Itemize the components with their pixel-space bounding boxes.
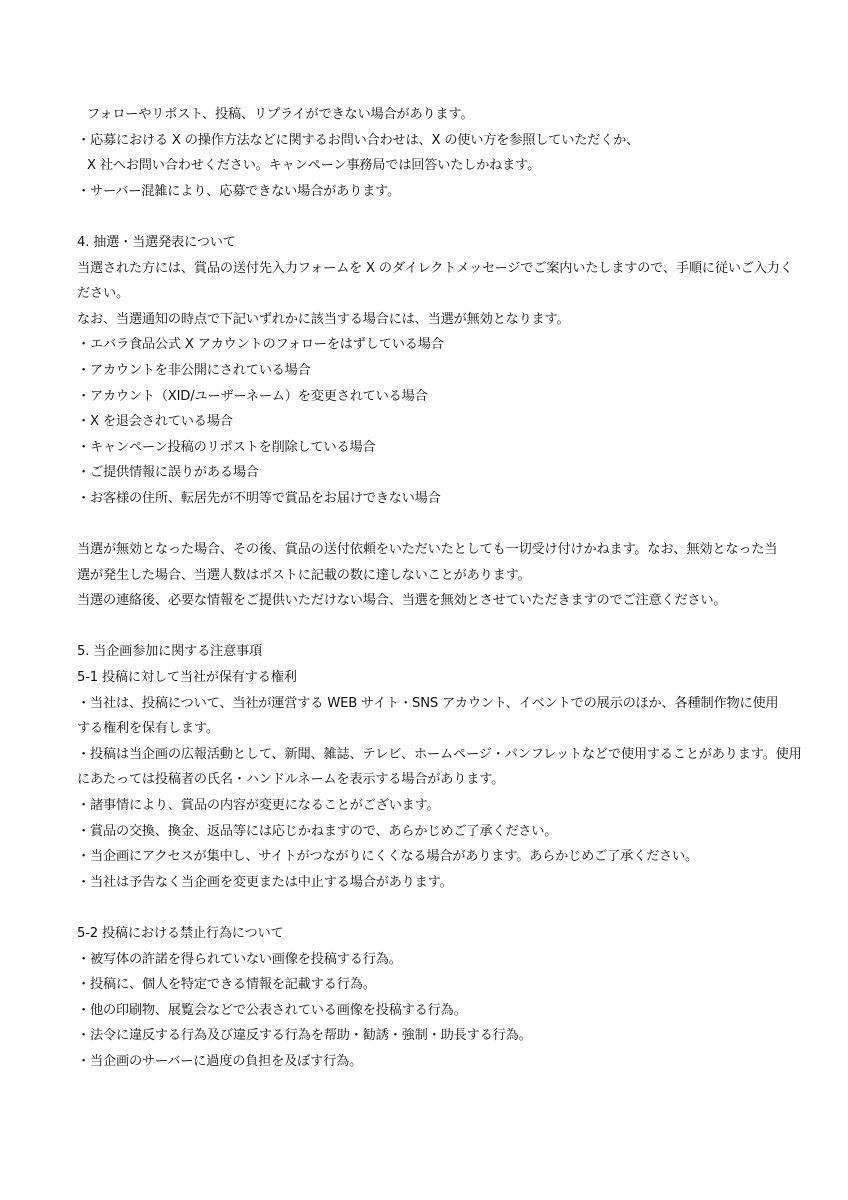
list-item: ・当社は、投稿について、当社が運営する WEB サイト・SNS アカウント、イベントでの展示のほか、各種制作物に使用 bbox=[77, 695, 779, 711]
text-line: する権利を保有します。 bbox=[77, 721, 219, 737]
text-line: 当選が無効となった場合、その後、賞品の送付依頼をいただいたとしても一切受け付けかねます。なお、無効となった当 bbox=[77, 542, 778, 558]
text-line: フォローやリポスト、投稿、リプライができない場合があります。 bbox=[87, 107, 474, 122]
subsection-5-1-heading: 5-1 投稿に対して当社が保有する権利 bbox=[77, 670, 297, 686]
list-item: ・諸事情により、賞品の内容が変更になることがございます。 bbox=[77, 798, 440, 814]
text-line: 当選の連絡後、必要な情報をご提供いただけない場合、当選を無効とさせていただきますのでご注意ください。 bbox=[77, 593, 727, 609]
list-item: ・ご提供情報に誤りがある場合 bbox=[77, 465, 259, 481]
text-line: 選が発生した場合、当選人数はポストに記載の数に達しないことがあります。 bbox=[77, 567, 531, 583]
list-item: ・投稿に、個人を特定できる情報を記載する行為。 bbox=[77, 977, 376, 993]
paragraph-gap bbox=[77, 512, 777, 538]
text-line: ださい。 bbox=[77, 286, 129, 302]
text-line: なお、当選通知の時点で下記いずれかに該当する場合には、当選が無効となります。 bbox=[77, 311, 570, 327]
section-5-heading: 5. 当企画参加に関する注意事項 bbox=[77, 644, 263, 660]
list-item: ・法令に違反する行為及び違反する行為を帮助・勧誘・強制・助長する行為。 bbox=[77, 1028, 532, 1044]
list-item: ・被写体の許諾を得られていない画像を投稿する行為。 bbox=[77, 951, 402, 967]
text-line: ・サーバー混雑により、応募できない場合があります。 bbox=[77, 183, 400, 199]
section-4-heading: 4. 抽選・当選発表について bbox=[77, 234, 236, 250]
text-line: 当選された方には、賞品の送付先入力フォームを X のダイレクトメッセージでご案内いたしますので、手順に従いご入力く bbox=[77, 260, 793, 276]
document-page bbox=[77, 102, 802, 1075]
paragraph-gap bbox=[77, 614, 777, 640]
text-line: ・応募における X の操作方法などに関するお問い合わせは、X の使い方を参照していただくか、 bbox=[77, 132, 640, 148]
list-item: ・お客様の住所、転居先が不明等で賞品をお届けできない場合 bbox=[77, 490, 441, 506]
paragraph-gap bbox=[77, 895, 777, 921]
text-line: X 社へお問い合わせください。キャンペーン事務局では回答いたしかねます。 bbox=[87, 158, 541, 174]
text-line: にあたっては投稿者の氏名・ハンドルネームを表示する場合があります。 bbox=[77, 772, 505, 788]
list-item: ・アカウントを非公開にされている場合 bbox=[77, 362, 311, 378]
list-item: ・キャンペーン投稿のリポストを削除している場合 bbox=[77, 439, 376, 455]
paragraph-gap bbox=[77, 204, 777, 230]
list-item: ・当企画にアクセスが集中し、サイトがつながりにくくなる場合があります。あらかじめご了承ください。 bbox=[77, 849, 699, 865]
list-item: ・当企画のサーバーに過度の負担を及ぼす行為。 bbox=[77, 1053, 363, 1069]
list-item: ・当社は予告なく当企画を変更または中止する場合があります。 bbox=[77, 874, 453, 890]
list-item: ・賞品の交換、換金、返品等には応じかねますので、あらかじめご了承ください。 bbox=[77, 823, 558, 839]
list-item: ・他の印刷物、展覧会などで公表されている画像を投稿する行為。 bbox=[77, 1002, 467, 1018]
subsection-5-2-heading: 5-2 投稿における禁止行為について bbox=[77, 926, 284, 941]
list-item: ・アカウント（XID/ユーザーネーム）を変更されている場合 bbox=[77, 388, 428, 404]
list-item: ・X を退会されている場合 bbox=[77, 414, 233, 430]
list-item: ・エバラ食品公式 X アカウントのフォローをはずしている場合 bbox=[77, 337, 444, 353]
list-item: ・投稿は当企画の広報活動として、新聞、雑誌、テレビ、ホームページ・パンフレットなどで使用することがあります。使用 bbox=[77, 746, 802, 762]
